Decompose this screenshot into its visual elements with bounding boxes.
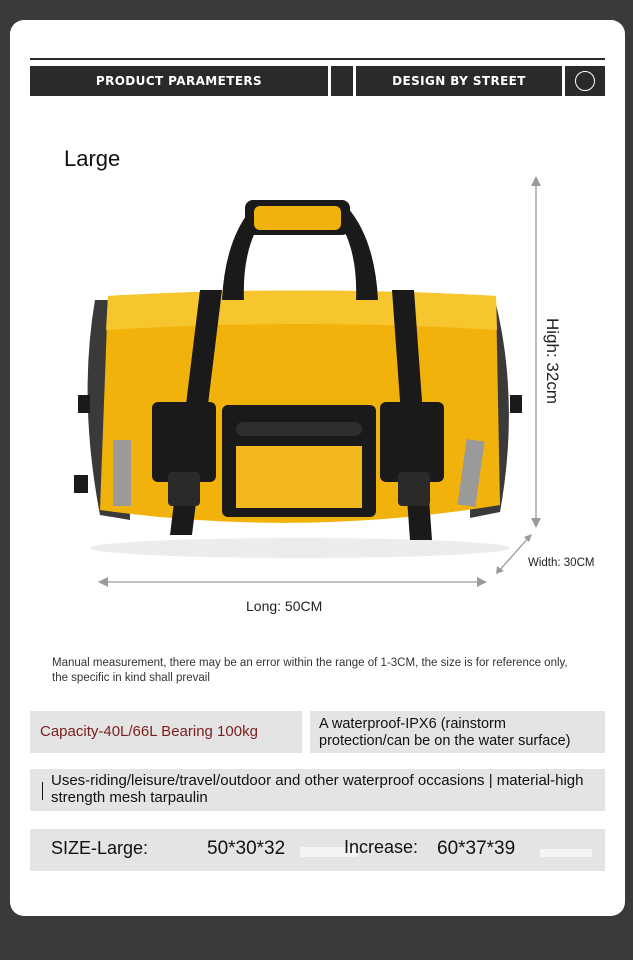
measurement-note: Manual measurement, there may be an error within the range of 1-3CM, the size is for reference only, the specific in kind shall prevail bbox=[52, 657, 568, 684]
increase-value: 60*37*39 bbox=[437, 838, 516, 859]
size-box bbox=[30, 829, 605, 871]
uses-box bbox=[30, 769, 605, 811]
redaction-mark-2 bbox=[540, 849, 592, 857]
uses-divider bbox=[42, 782, 43, 800]
length-label: Long: 50CM bbox=[246, 598, 323, 614]
size-label: SIZE-Large: bbox=[51, 838, 149, 858]
capacity-text: Capacity-40L/66L Bearing 100kg bbox=[40, 723, 258, 740]
height-label: High: 32cm bbox=[543, 318, 562, 404]
width-label: Width: 30CM bbox=[528, 557, 595, 569]
waterproof-box bbox=[310, 711, 605, 753]
design-by-street-title: DESIGN BY STREET bbox=[392, 74, 526, 88]
size-title: Large bbox=[64, 146, 121, 171]
capacity-box bbox=[30, 711, 302, 753]
uses-text: Uses-riding/leisure/travel/outdoor and other waterproof occasions | material-high strength mesh tarpaulin bbox=[51, 772, 584, 806]
product-parameters-title: PRODUCT PARAMETERS bbox=[95, 74, 263, 88]
size-value: 50*30*32 bbox=[207, 838, 286, 859]
increase-label: Increase: bbox=[344, 837, 419, 857]
waterproof-text: A waterproof-IPX6 (rainstorm protection/can be on the water surface) bbox=[319, 716, 571, 749]
